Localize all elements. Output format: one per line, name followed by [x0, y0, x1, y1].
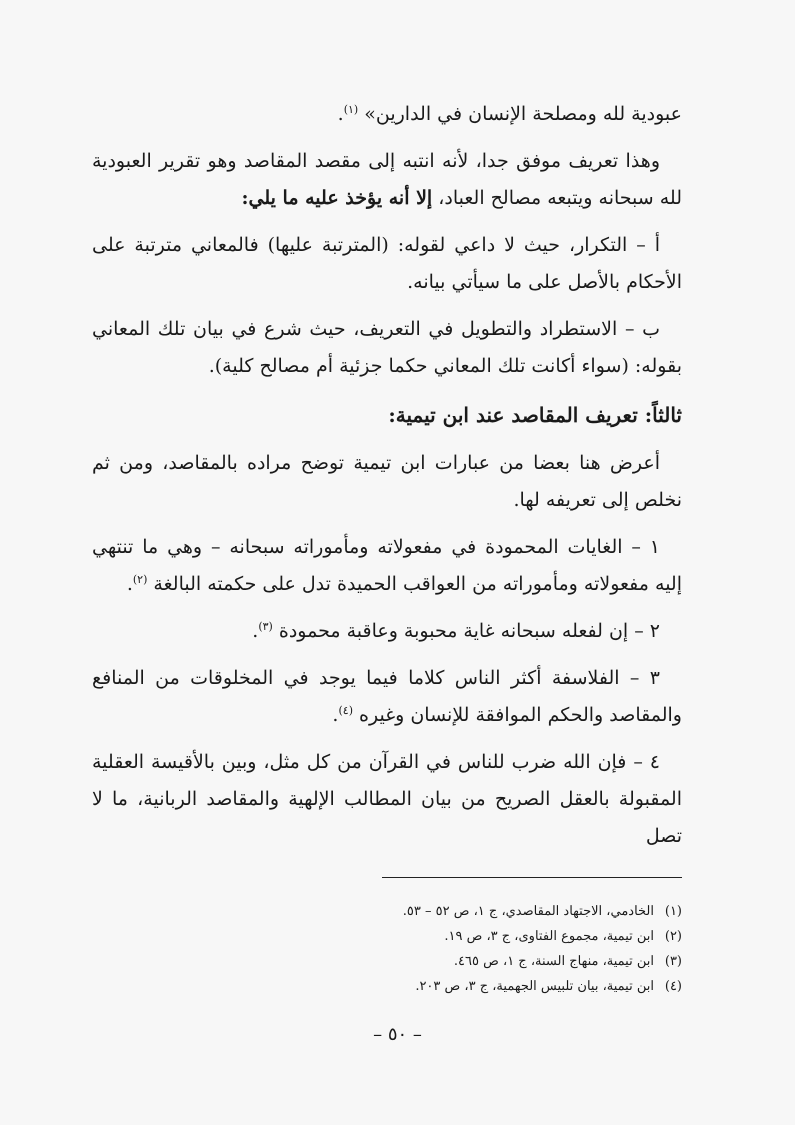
paragraph-line: بقوله: (سواء أكانت تلك المعاني حكما جزئية أم مصالح كلية).	[208, 355, 682, 377]
footnote-ref[interactable]: (٢)	[132, 573, 148, 586]
paragraph-3	[92, 311, 682, 385]
paragraph-line: ١ – الغايات المحمودة في مفعولاته ومأموراته سبحانه – وهي ما تنتهي	[92, 536, 660, 558]
footnote-number: (٤)	[664, 979, 682, 994]
text-run: .	[332, 704, 339, 726]
text-run: إليه مفعولاته ومأموراته من العواقب الحميدة تدل على حكمته البالغة	[153, 573, 682, 595]
page-body	[92, 96, 682, 847]
text-run: عبودية لله ومصلحة الإنسان في الدارين»	[364, 103, 682, 125]
footnote-item	[92, 924, 682, 949]
paragraph-4	[92, 445, 682, 519]
paragraph-line: نخلص إلى تعريفه لها.	[513, 489, 682, 511]
section-heading: ثالثاً: تعريف المقاصد عند ابن تيمية:	[388, 403, 682, 427]
footnote-item	[92, 949, 682, 974]
paragraph-line	[92, 96, 682, 133]
bold-text: إلا أنه يؤخذ عليه ما يلي:	[241, 187, 433, 209]
paragraph-2	[92, 227, 682, 301]
footnote-text: ابن تيمية، بيان تلبيس الجهمية، ج ٣، ص ٢٠٣.	[415, 979, 654, 994]
page-number: – ٥٠ –	[373, 1024, 422, 1045]
footnote-text: ابن تيمية، مجموع الفتاوى، ج ٣، ص ١٩.	[444, 929, 654, 944]
paragraph-line	[92, 613, 682, 650]
paragraph-line: ب – الاستطراد والتطويل في التعريف، حيث شرع في بيان تلك المعاني	[92, 318, 660, 340]
footnote-number: (٣)	[664, 954, 682, 969]
footnote-ref[interactable]: (٣)	[258, 620, 273, 633]
paragraph-7	[92, 660, 682, 734]
footnote-separator	[382, 877, 682, 878]
paragraph-5	[92, 529, 682, 603]
paragraph-line: أ – التكرار، حيث لا داعي لقوله: (المترتبة عليها) فالمعاني مترتبة على	[92, 234, 660, 256]
paragraph-line	[92, 566, 682, 603]
paragraph-line	[92, 180, 682, 217]
text-run: ٢ – إن لفعله سبحانه غاية محبوبة وعاقبة محمودة	[278, 620, 660, 642]
paragraph-line: أعرض هنا بعضا من عبارات ابن تيمية توضح مراده بالمقاصد، ومن ثم	[92, 452, 660, 474]
footnote-text: ابن تيمية، منهاج السنة، ج ١، ص ٤٦٥.	[453, 954, 654, 969]
text-run: .	[252, 620, 259, 642]
footnote-item	[92, 974, 682, 999]
text-run: لله سبحانه ويتبعه مصالح العباد،	[438, 187, 682, 209]
footnote-ref[interactable]: (١)	[343, 103, 359, 116]
paragraph-6	[92, 613, 682, 650]
footnote-number: (٢)	[664, 929, 682, 944]
paragraph-line: ٣ – الفلاسفة أكثر الناس كلاما فيما يوجد في المخلوقات من المنافع	[92, 667, 660, 689]
paragraph-1	[92, 143, 682, 217]
footnote-item	[92, 899, 682, 924]
paragraph-0	[92, 96, 682, 133]
paragraph-line: الأحكام بالأصل على ما سيأتي بيانه.	[407, 271, 682, 293]
footnote-ref[interactable]: (٤)	[338, 704, 353, 717]
text-run: والمقاصد والحكم الموافقة للإنسان وغيره	[359, 704, 682, 726]
paragraph-8	[92, 744, 682, 847]
paragraph-line	[92, 697, 682, 734]
paragraph-line: ٤ – فإن الله ضرب للناس في القرآن من كل مثل، وبين بالأقيسة العقلية	[92, 751, 660, 773]
text-run: .	[126, 573, 133, 595]
footnote-text: الخادمي، الاجتهاد المقاصدي، ج ١، ص ٥٢ – ٥٣.	[402, 904, 654, 919]
footnote-number: (١)	[664, 904, 682, 919]
footnotes	[92, 899, 682, 999]
paragraph-line: وهذا تعريف موفق جدا، لأنه انتبه إلى مقصد المقاصد وهو تقرير العبودية	[92, 150, 660, 172]
paragraph-line: المقبولة بالعقل الصريح من بيان المطالب الإلهية والمقاصد الربانية، ما لا تصل	[92, 788, 682, 847]
text-run: .	[337, 103, 344, 125]
